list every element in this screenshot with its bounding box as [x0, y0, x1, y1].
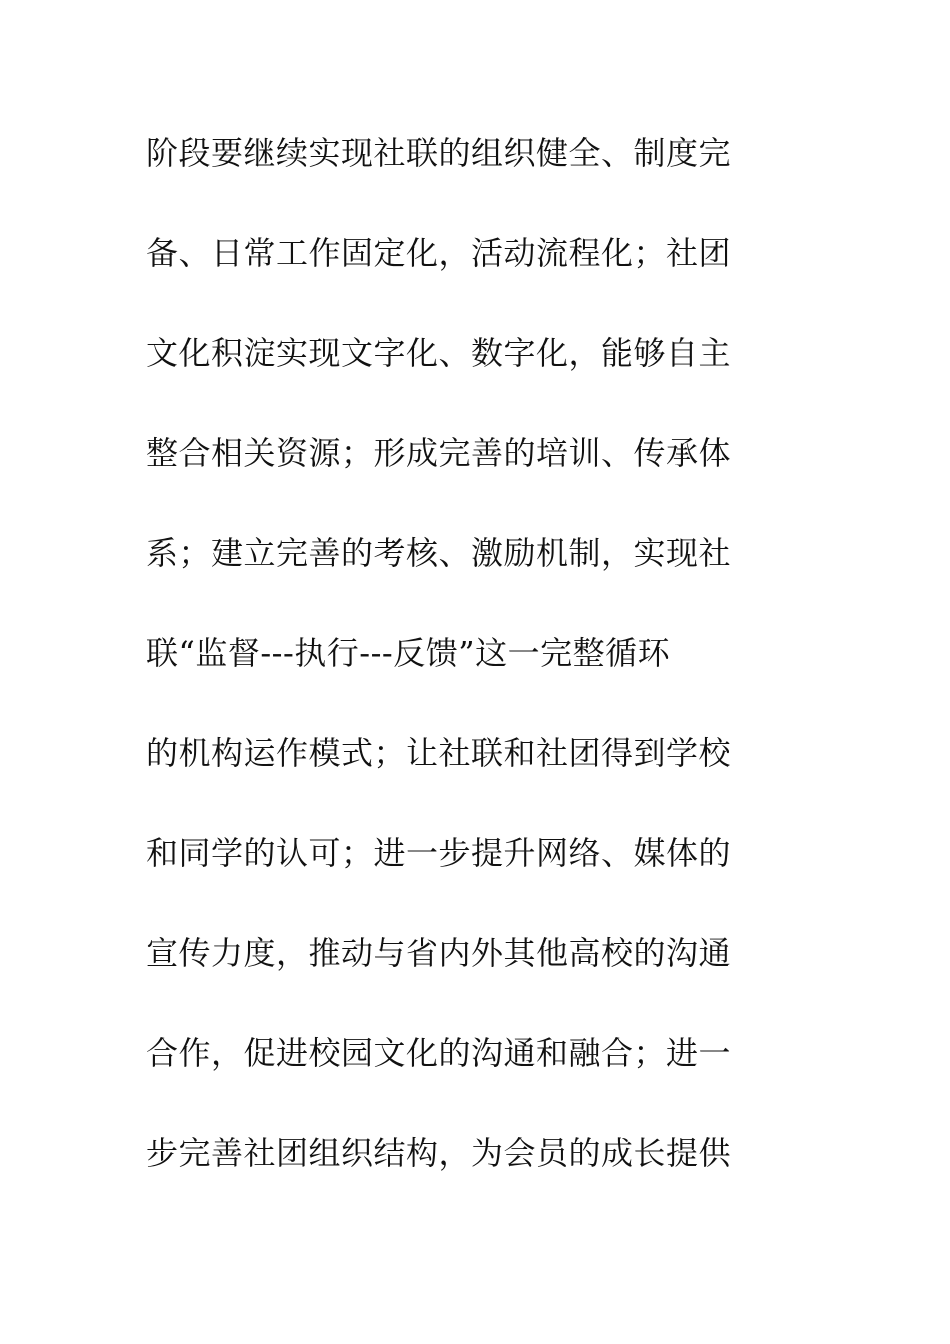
text-line: 文化积淀实现文字化、数字化，能够自主	[146, 334, 732, 372]
text-line: 合作，促进校园文化的沟通和融合；进一	[146, 1034, 732, 1072]
text-line: 步完善社团组织结构，为会员的成长提供	[146, 1134, 732, 1172]
text-line: 和同学的认可；进一步提升网络、媒体的	[146, 834, 732, 872]
text-line: 整合相关资源；形成完善的培训、传承体	[146, 434, 732, 472]
text-line: 系；建立完善的考核、激励机制，实现社	[146, 534, 732, 572]
text-line: 的机构运作模式；让社联和社团得到学校	[146, 734, 732, 772]
text-line: 宣传力度，推动与省内外其他高校的沟通	[146, 934, 732, 972]
text-line: 联“监督---执行---反馈”这一完整循环	[146, 634, 671, 672]
body-text	[146, 127, 786, 1227]
text-line: 备、日常工作固定化，活动流程化；社团	[146, 234, 732, 272]
text-line: 阶段要继续实现社联的组织健全、制度完	[146, 134, 732, 172]
